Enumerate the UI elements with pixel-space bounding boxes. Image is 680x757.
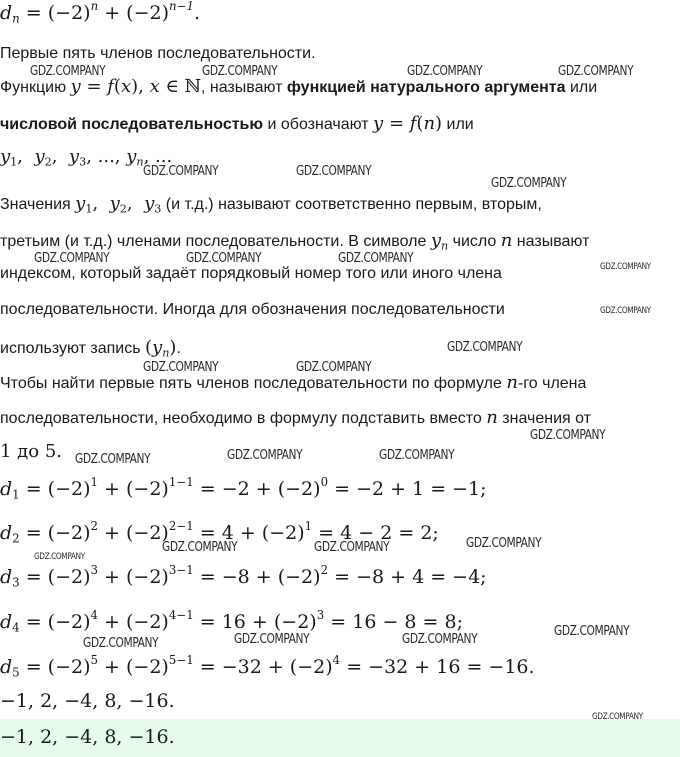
text-notation: последовательности. Иногда для обозначения последовательности — [0, 301, 505, 318]
watermark: GDZ.COMPANY — [407, 64, 483, 79]
watermark: GDZ.COMPANY — [447, 340, 523, 355]
watermark: GDZ.COMPANY — [530, 428, 606, 443]
equation-line: $d_3 = (-2)^3 + (-2)^{3-1} = -8 + (-2)^2 = -8 + 4 = -4$; — [0, 563, 487, 590]
watermark: GDZ.COMPANY — [227, 448, 303, 463]
watermark: GDZ.COMPANY — [296, 164, 372, 179]
watermark: GDZ.COMPANY — [466, 536, 542, 551]
watermark: GDZ.COMPANY — [600, 262, 651, 272]
watermark: GDZ.COMPANY — [75, 452, 151, 467]
watermark: GDZ.COMPANY — [554, 624, 630, 639]
text-range: 1 до 5. — [0, 441, 62, 462]
watermark: GDZ.COMPANY — [491, 176, 567, 191]
sequence-notation: $y_1$, $y_2$, $y_3$, ..., $y_n$, ... — [0, 146, 173, 169]
watermark: GDZ.COMPANY — [186, 251, 262, 266]
text-index: индексом, который задаёт порядковый номер того или иного члена — [0, 265, 502, 282]
watermark: GDZ.COMPANY — [296, 360, 372, 375]
watermark: GDZ.COMPANY — [143, 360, 219, 375]
watermark: GDZ.COMPANY — [379, 448, 455, 463]
watermark: GDZ.COMPANY — [162, 540, 238, 555]
answer-text: −1, 2, −4, 8, −16. — [0, 726, 175, 748]
watermark: GDZ.COMPANY — [234, 632, 310, 647]
watermark: GDZ.COMPANY — [202, 64, 278, 79]
watermark: GDZ.COMPANY — [83, 636, 159, 651]
text-symbol: третьим (и т.д.) членами последовательности. В символе $y_n$ число n называют — [0, 230, 590, 253]
definition-line-2: числовой последовательностью и обозначают y = f(n) или — [0, 113, 474, 134]
watermark: GDZ.COMPANY — [34, 251, 110, 266]
general-term-formula: $d_n = (-2)^n + (-2)^{n-1}$. — [0, 0, 200, 26]
equation-line: $d_4 = (-2)^4 + (-2)^{4-1} = 16 + (-2)^3 = 16 - 8 = 8$; — [0, 608, 463, 635]
equation-line: $d_2 = (-2)^2 + (-2)^{2-1} = 4 + (-2)^1 = 4 - 2 = 2$; — [0, 519, 439, 546]
definition-line-1: Функцию y = f(x), x ∈ ℕ, называют функцией натурального аргумента или — [0, 76, 598, 97]
watermark: GDZ.COMPANY — [600, 306, 651, 316]
text-method-2: последовательности, необходимо в формулу подставить вместо n значения от — [0, 407, 591, 428]
equation-line: $d_5 = (-2)^5 + (-2)^{5-1} = -32 + (-2)^4 = -32 + 16 = -16$. — [0, 653, 535, 680]
watermark: GDZ.COMPANY — [338, 251, 414, 266]
sequence-result: −1, 2, −4, 8, −16. — [0, 690, 175, 712]
watermark: GDZ.COMPANY — [30, 64, 106, 79]
watermark: GDZ.COMPANY — [143, 164, 219, 179]
watermark: GDZ.COMPANY — [314, 540, 390, 555]
text-method-1: Чтобы найти первые пять членов последовательности по формуле n-го члена — [0, 372, 587, 393]
watermark: GDZ.COMPANY — [558, 64, 634, 79]
equation-line: $d_1 = (-2)^1 + (-2)^{1-1} = -2 + (-2)^0 = -2 + 1 = -1$; — [0, 475, 487, 502]
text-record: используют запись $(y_n)$. — [0, 337, 181, 360]
text-values: Значения $y_1$, $y_2$, $y_3$ (и т.д.) называют соответственно первым, вторым, — [0, 193, 542, 216]
watermark: GDZ.COMPANY — [592, 712, 643, 722]
heading-text: Первые пять членов последовательности. — [0, 45, 316, 62]
watermark: GDZ.COMPANY — [34, 552, 85, 562]
watermark: GDZ.COMPANY — [402, 632, 478, 647]
answer-box — [0, 719, 680, 757]
